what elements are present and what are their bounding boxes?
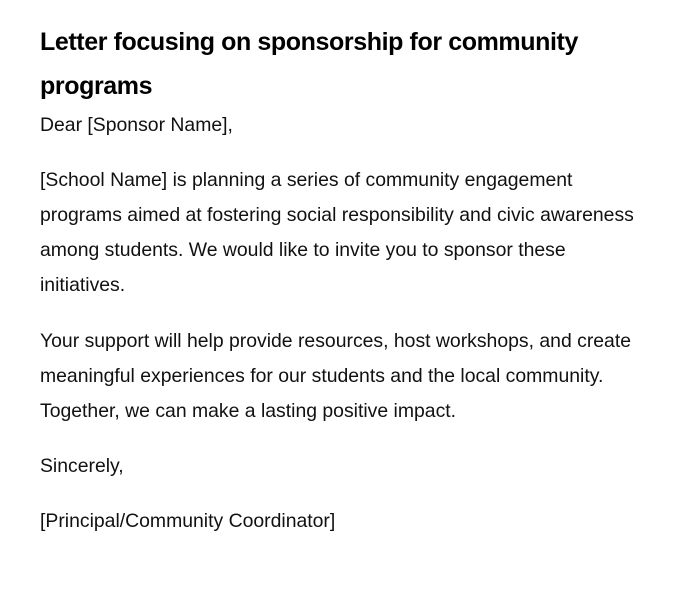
letter-paragraph-1: [School Name] is planning a series of community engagement programs aimed at fostering social responsibility and civic awareness among students. We would like to invite you to sponsor these initiatives. — [40, 169, 634, 296]
letter-paragraph-2: Your support will help provide resources, host workshops, and create meaningful experiences for our students and the local community. Together, we can make a lasting positive impact. — [40, 330, 632, 422]
letter-greeting: Dear [Sponsor Name], — [40, 114, 233, 136]
letter-closing: Sincerely, — [40, 455, 124, 477]
letter-signature: [Principal/Community Coordinator] — [40, 510, 336, 532]
letter-title: Letter focusing on sponsorship for community programs — [40, 28, 578, 100]
letter-document — [40, 20, 650, 539]
